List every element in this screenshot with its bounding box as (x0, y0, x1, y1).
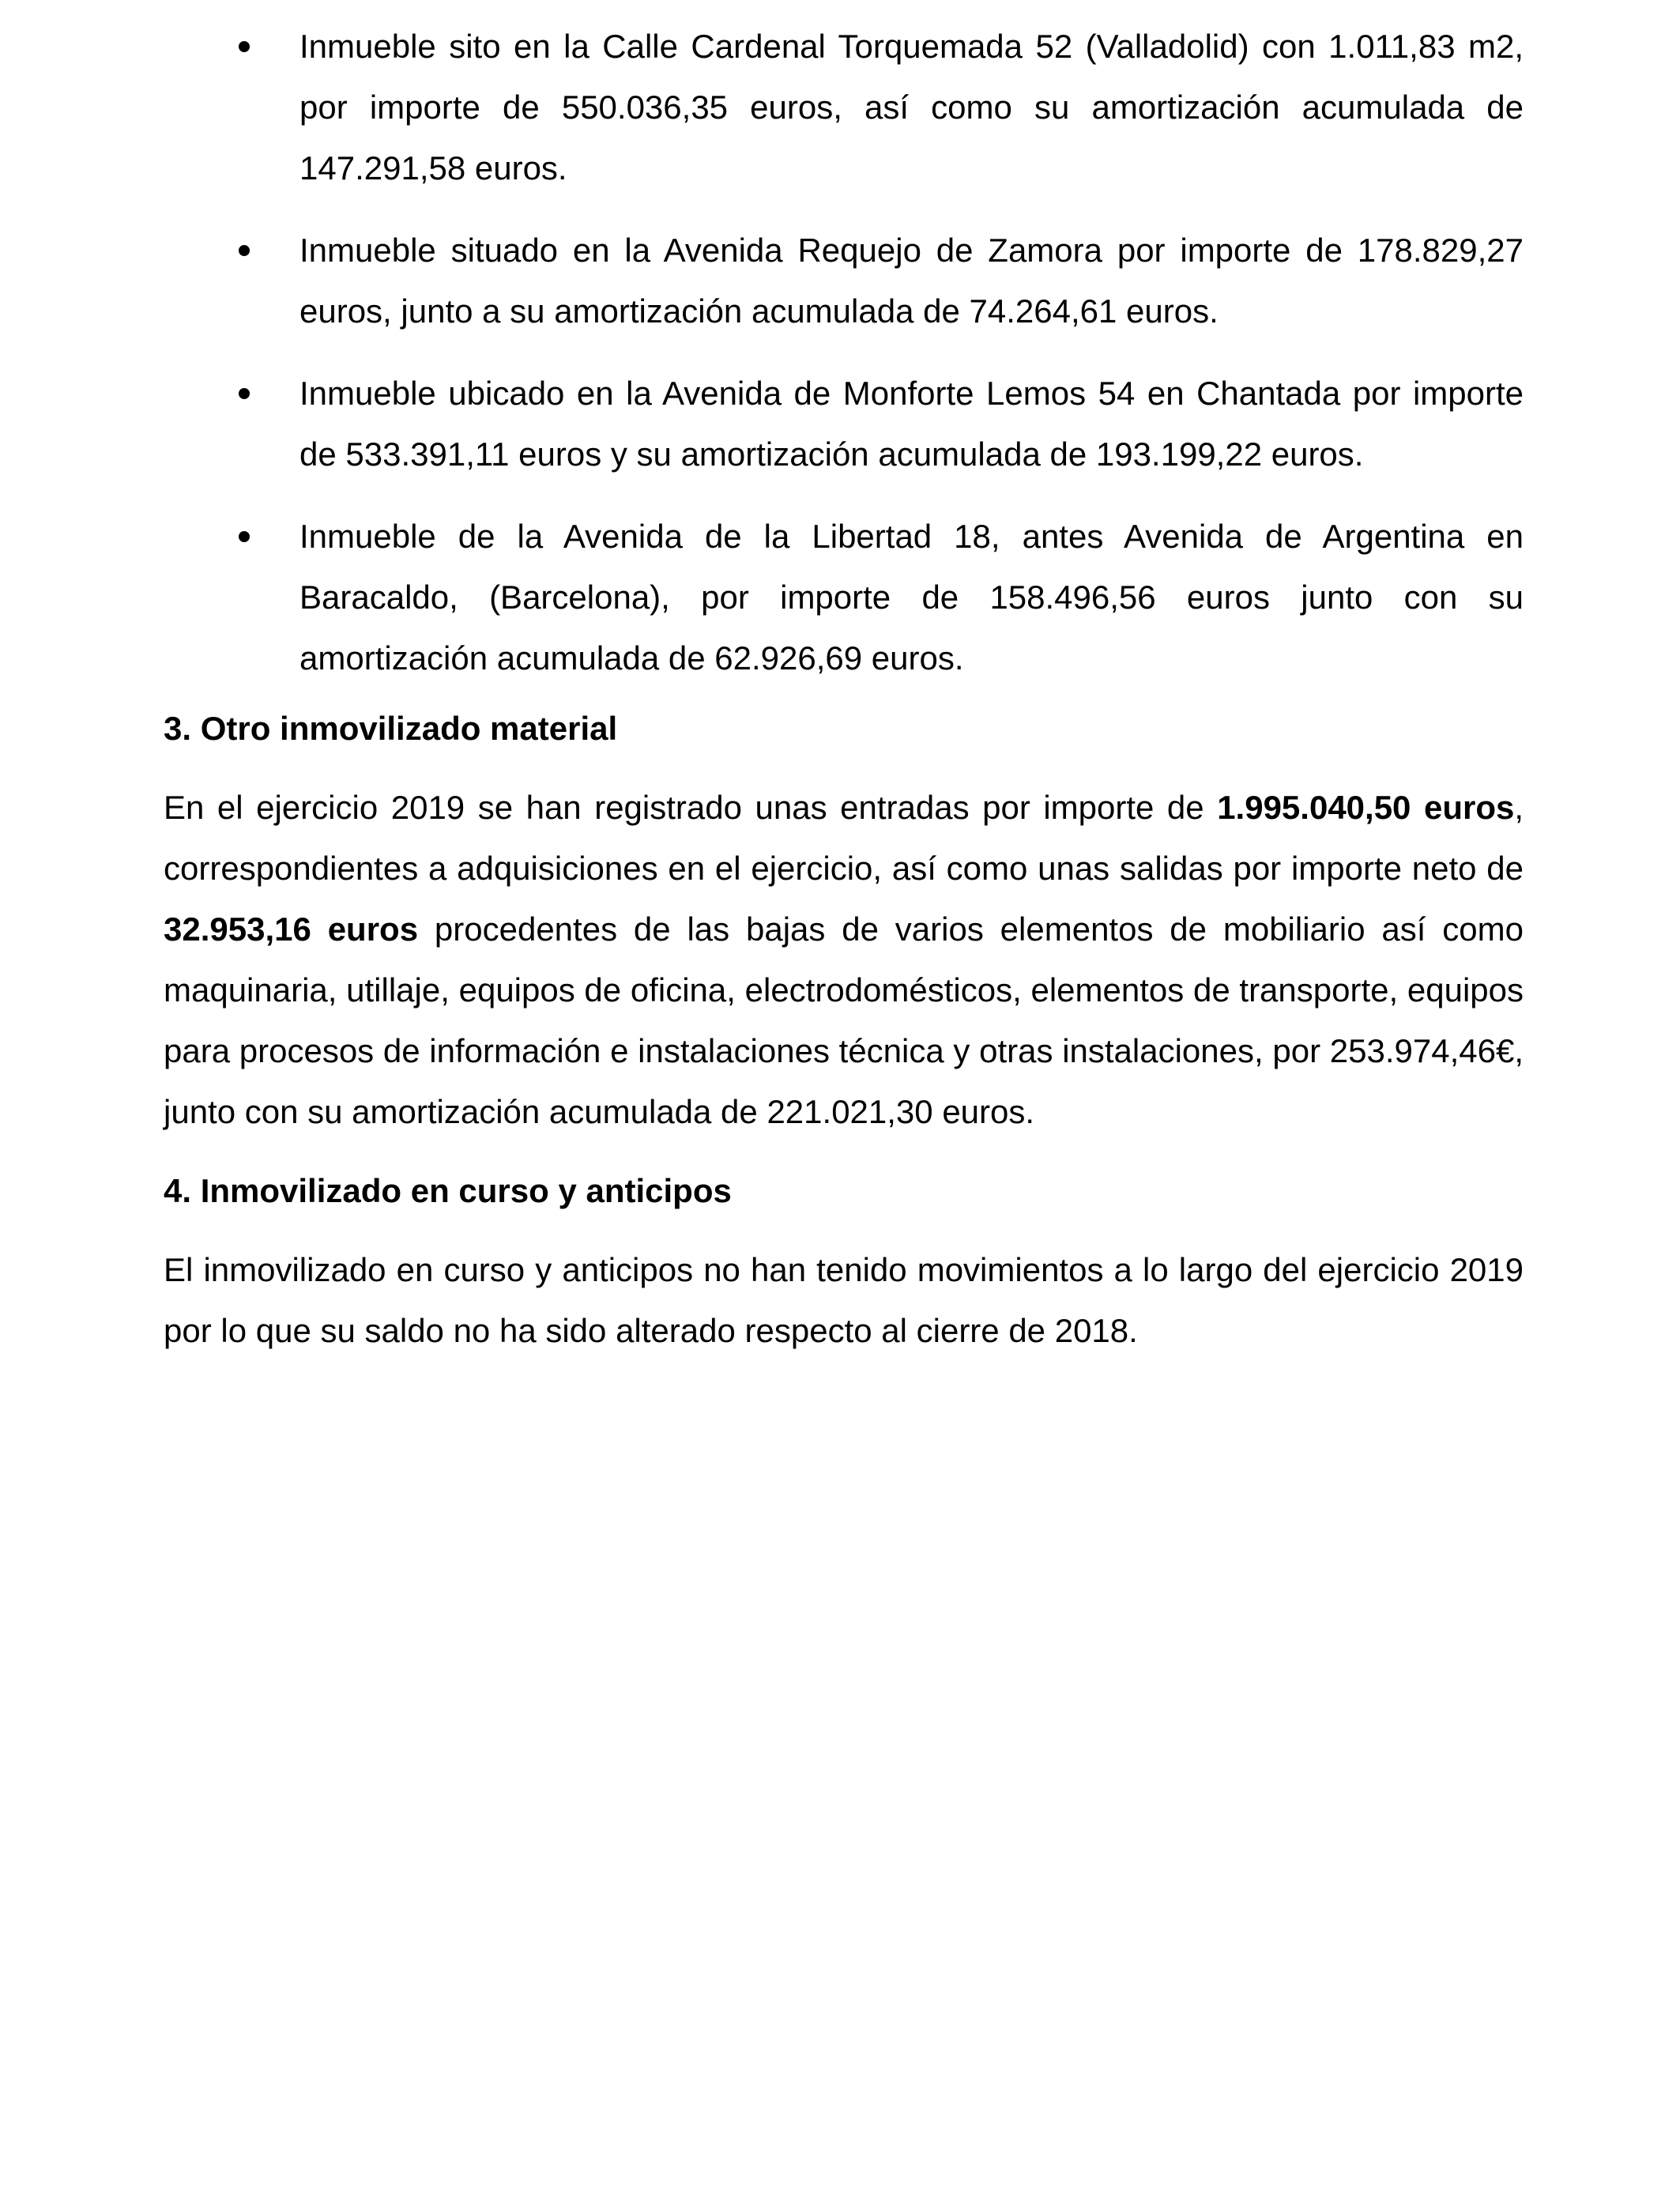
section-3-text-part2: , correspondientes a adquisiciones en el ejercicio, así como unas salidas por importe neto de (164, 789, 1524, 887)
property-bullet-list (164, 16, 1524, 688)
bullet-item-1 (164, 16, 1524, 198)
section-3-heading: 3. Otro inmovilizado material (164, 710, 618, 747)
section-3-text-part3: procedentes de las bajas de varios elementos de mobiliario así como maquinaria, utillaje, equipos de oficina, electrodomésticos, elementos de transporte, equipos para procesos de información e instalaciones técnica y otras instalaciones, por 253.974,46€, junto con su amortización acumulada de 221.021,30 euros. (164, 910, 1524, 1130)
bullet-text: Inmueble ubicado en la Avenida de Monforte Lemos 54 en Chantada por importe de 533.391,11 euros y su amortización acumulada de 193.199,22 euros. (299, 375, 1524, 473)
bullet-text: Inmueble de la Avenida de la Libertad 18, antes Avenida de Argentina en Baracaldo, (Barcelona), por importe de 158.496,56 euros junto con su amortización acumulada de 62.926,69 euros. (299, 518, 1524, 677)
bullet-item-4 (164, 506, 1524, 688)
bullet-dot-icon (239, 41, 250, 52)
document-page (164, 16, 1524, 1361)
bullet-item-3 (164, 363, 1524, 484)
bullet-dot-icon (239, 388, 250, 399)
exits-amount: 32.953,16 euros (164, 910, 419, 948)
bullet-dot-icon (239, 245, 250, 256)
section-4-paragraph: El inmovilizado en curso y anticipos no han tenido movimientos a lo largo del ejercicio 2019 por lo que su saldo no ha sido alterado respecto al cierre de 2018. (164, 1251, 1524, 1349)
section-4-heading: 4. Inmovilizado en curso y anticipos (164, 1172, 732, 1209)
bullet-item-2 (164, 220, 1524, 341)
section-3-text-part1: En el ejercicio 2019 se han registrado unas entradas por importe de (164, 789, 1218, 826)
bullet-text: Inmueble sito en la Calle Cardenal Torquemada 52 (Valladolid) con 1.011,83 m2, por importe de 550.036,35 euros, así como su amortización acumulada de 147.291,58 euros. (299, 28, 1524, 187)
section-3-paragraph (164, 777, 1524, 1142)
entries-amount: 1.995.040,50 euros (1217, 789, 1515, 826)
bullet-dot-icon (239, 531, 250, 542)
bullet-text: Inmueble situado en la Avenida Requejo de Zamora por importe de 178.829,27 euros, junto a su amortización acumulada de 74.264,61 euros. (299, 232, 1524, 330)
